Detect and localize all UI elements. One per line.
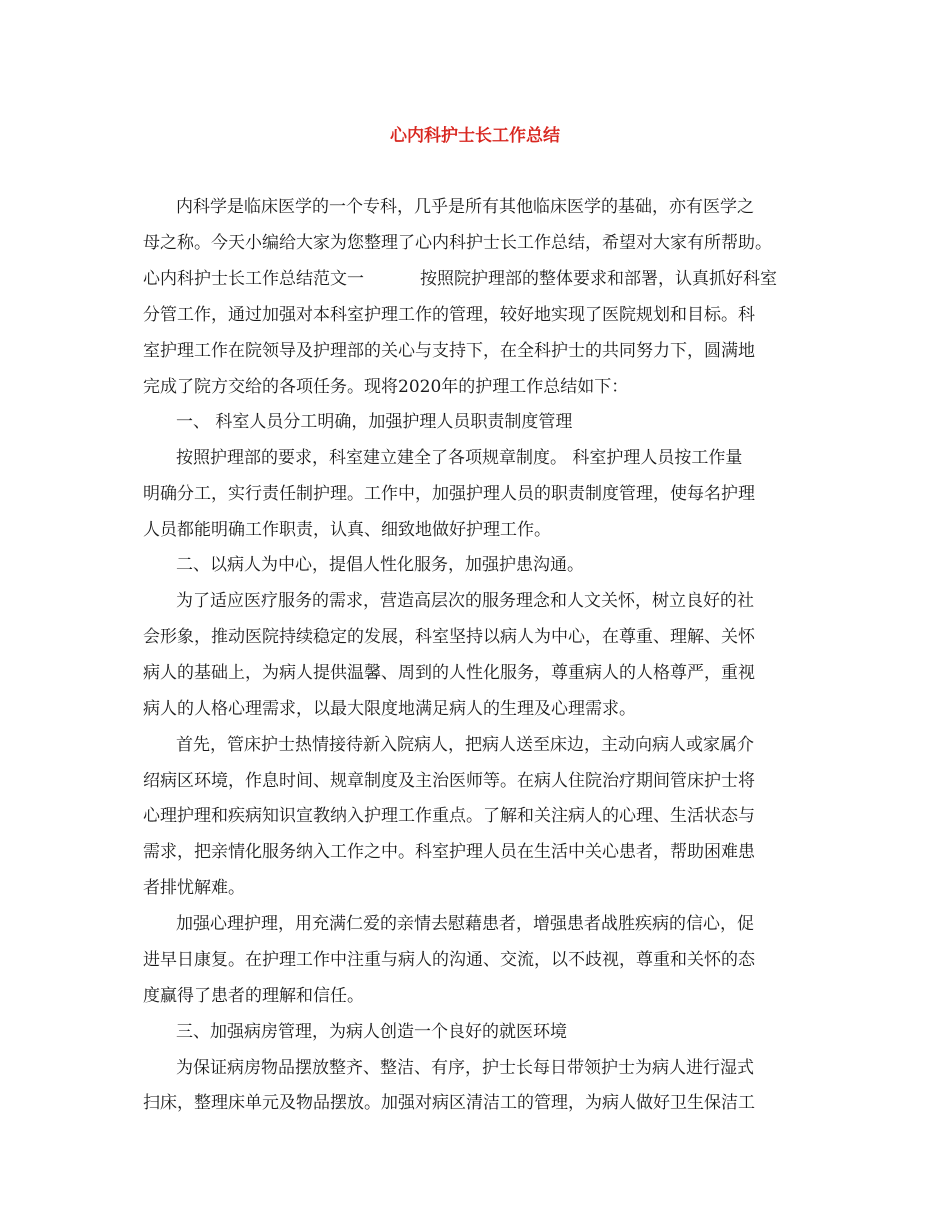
document-title: 心内科护士长工作总结 [390,126,560,146]
paragraph-line: 病人的基础上，为病人提供温馨、周到的人性化服务，尊重病人的人格尊严，重视 [143,663,755,683]
paragraph-line: 病人的人格心理需求，以最大限度地满足病人的生理及心理需求。 [143,699,636,719]
paragraph-line: 为了适应医疗服务的需求，营造高层次的服务理念和人文关怀，树立良好的社 [176,591,754,611]
paragraph-text: 按照院护理部的整体要求和部署，认真抓好科室 [420,269,777,289]
paragraph-line: 进早日康复。在护理工作中注重与病人的沟通、交流，以不歧视，尊重和关怀的态 [143,950,755,970]
paragraph-line: 母之称。今天小编给大家为您整理了心内科护士长工作总结，希望对大家有所帮助。 [143,233,772,253]
paragraph-line: 需求，把亲情化服务纳入工作之中。科室护理人员在生活中关心患者，帮助困难患 [143,842,755,862]
paragraph-line: 分管工作，通过加强对本科室护理工作的管理，较好地实现了医院规划和目标。科 [143,305,755,325]
paragraph-line: 完成了院方交给的各项任务。现将2020年的护理工作总结如下： [143,377,629,397]
paragraph-line: 度赢得了患者的理解和信任。 [143,986,364,1006]
section-heading: 心内科护士长工作总结范文一 [143,269,364,289]
paragraph-line: 首先，管床护士热情接待新入院病人，把病人送至床边，主动向病人或家属介 [176,735,754,755]
paragraph-line: 为保证病房物品摆放整齐、整洁、有序，护士长每日带领护士为病人进行湿式 [176,1058,754,1078]
paragraph-line: 明确分工，实行责任制护理。工作中，加强护理人员的职责制度管理，使每名护理 [143,484,755,504]
paragraph-line: 扫床，整理床单元及物品摆放。加强对病区清洁工的管理，为病人做好卫生保洁工 [143,1093,755,1113]
section-heading: 一、 科室人员分工明确，加强护理人员职责制度管理 [176,412,573,432]
paragraph-line: 者排忧解难。 [143,878,245,898]
paragraph-line: 加强心理护理，用充满仁爱的亲情去慰藉患者，增强患者战胜疾病的信心，促 [176,914,754,934]
paragraph-line: 人员都能明确工作职责，认真、细致地做好护理工作。 [143,520,551,540]
paragraph-line [143,267,777,291]
paragraph-line: 会形象，推动医院持续稳定的发展，科室坚持以病人为中心，在尊重、理解、关怀 [143,627,755,647]
paragraph-line: 内科学是临床医学的一个专科，几乎是所有其他临床医学的基础，亦有医学之 [176,197,754,217]
section-heading: 二、以病人为中心，提倡人性化服务，加强护患沟通。 [176,555,584,575]
paragraph-line: 室护理工作在院领导及护理部的关心与支持下，在全科护士的共同努力下，圆满地 [143,341,755,361]
paragraph-line: 绍病区环境，作息时间、规章制度及主治医师等。在病人住院治疗期间管床护士将 [143,771,755,791]
paragraph-line: 按照护理部的要求，科室建立建全了各项规章制度。 科室护理人员按工作量 [176,448,743,468]
section-heading: 三、加强病房管理，为病人创造一个良好的就医环境 [176,1022,567,1042]
paragraph-line: 心理护理和疾病知识宣教纳入护理工作重点。了解和关注病人的心理、生活状态与 [143,806,755,826]
